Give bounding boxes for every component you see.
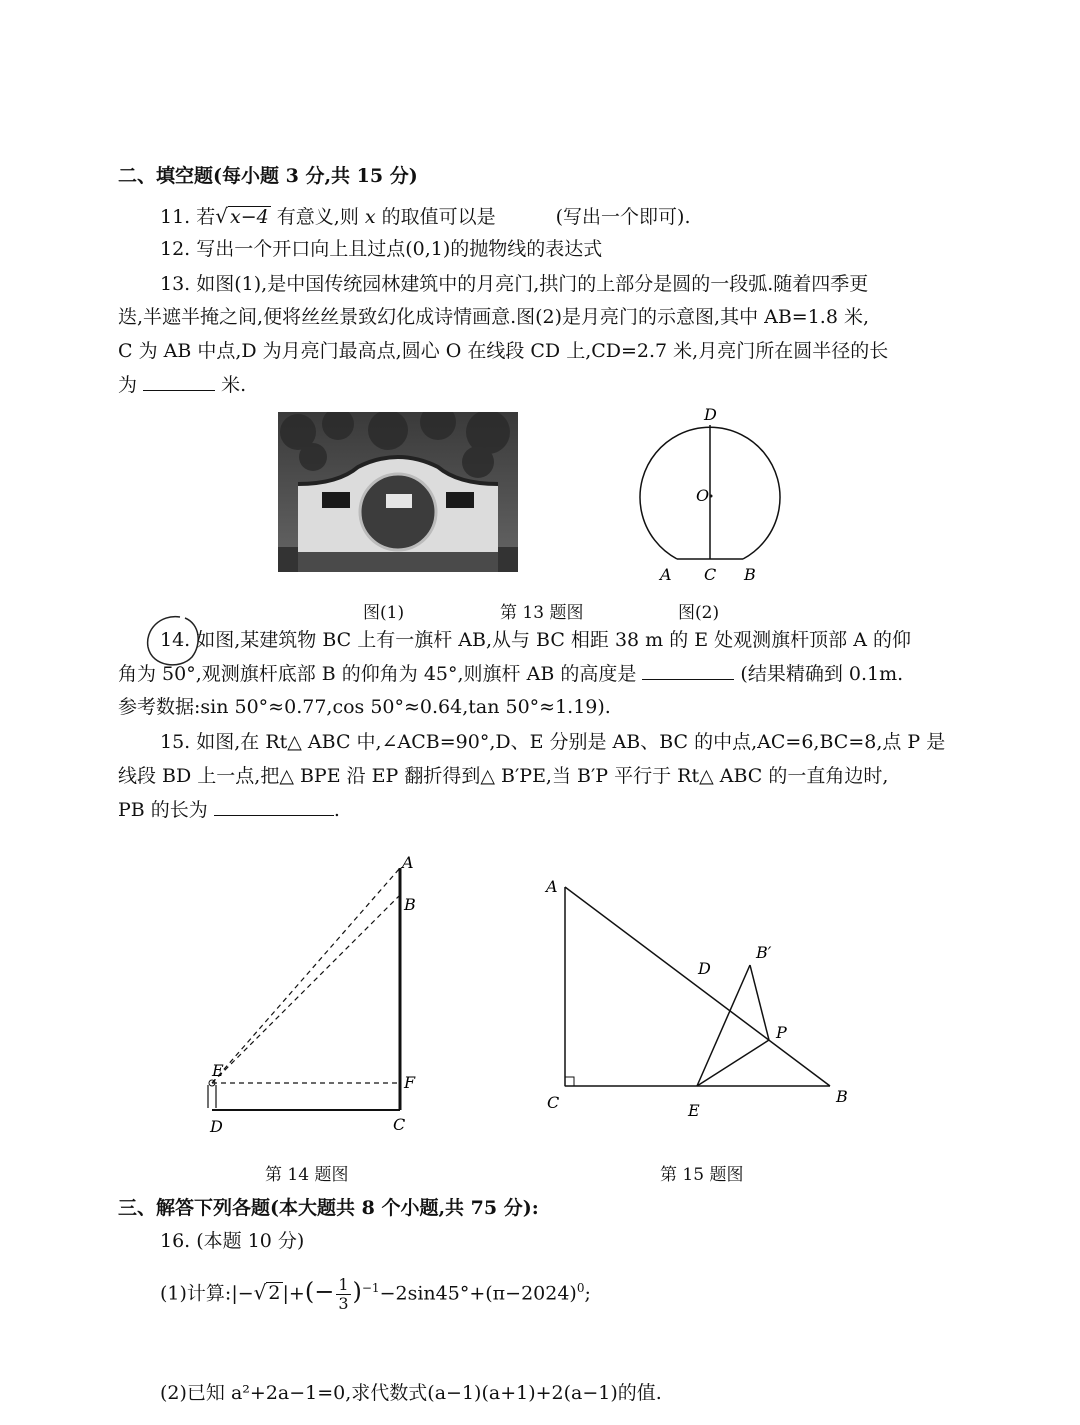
label-d: D: [698, 959, 711, 978]
question-11: 11. 若√ x−4 有意义,则 x 的取值可以是 (写出一个即可).: [160, 204, 691, 228]
q13-line4-end: 米.: [221, 374, 247, 396]
answer-blank-14: [642, 661, 734, 680]
figure-15: [540, 870, 860, 1120]
label-c: C: [393, 1115, 406, 1134]
q16-part1-label: (1)计算:: [160, 1282, 232, 1305]
q15-line3-end: .: [333, 799, 340, 821]
moon-gate-diagram: [630, 400, 790, 590]
q11-radicand: x−4: [230, 206, 269, 228]
question-14-line-1: 14. 如图,某建筑物 BC 上有一旗杆 AB,从与 BC 相距 38 m 的 E 处观测旗杆顶部 A 的仰: [160, 629, 911, 651]
q16-exponent-zero: 0: [576, 1281, 585, 1295]
q11-variable: x: [364, 206, 376, 228]
question-15-line-2: 线段 BD 上一点,把△ BPE 沿 EP 翻折得到△ B′PE,当 B′P 平行于 Rt△ ABC 的一直角边时,: [118, 765, 889, 787]
label-a: A: [660, 565, 672, 584]
label-b: B: [836, 1087, 848, 1106]
label-a: A: [402, 853, 414, 872]
question-13-line-4: [118, 372, 246, 398]
label-d: D: [704, 405, 717, 424]
fig13-caption: 第 13 题图: [500, 603, 584, 623]
q11-number: 11. 若: [160, 206, 216, 228]
side-ab: [565, 887, 830, 1086]
observer-icon: [208, 1080, 216, 1108]
question-13-line-2: 迭,半遮半掩之间,便将丝丝景致幻化成诗情画意.图(2)是月亮门的示意图,其中 AB=1.8 米,: [118, 306, 870, 328]
segment-eb1: [697, 965, 750, 1086]
q16-sqrt-arg: 2: [268, 1282, 281, 1305]
q16-fraction: [336, 1276, 350, 1313]
sight-line-eb: [212, 895, 400, 1083]
question-16-part-1: (1)计算:|−√ 2 |+(− $\frac{1}{3}$ )$^{-1}-2\sin 45^\circ+(\pi-2024)^0$;: [160, 1274, 591, 1313]
right-angle-mark: [565, 1077, 574, 1086]
fraction-denominator: 3: [338, 1293, 349, 1313]
q16-abs-open: |−: [231, 1282, 254, 1305]
answer-blank-13: [143, 372, 215, 391]
q11-text-2: 的取值可以是: [375, 206, 496, 228]
q16-exponent: −1: [361, 1281, 380, 1295]
question-16-header: 16. (本题 10 分): [160, 1230, 305, 1252]
q16-paren-close: ): [352, 1277, 362, 1306]
question-16-part-2: (2)已知 a²+2a−1=0,求代数式(a−1)(a+1)+2(a−1)的值.: [160, 1382, 662, 1404]
fraction-numerator: 1: [338, 1274, 349, 1294]
question-14-line-2: [118, 661, 903, 687]
figure-14: [190, 850, 430, 1140]
section-2-title: 二、填空题(每小题 3 分,共 15 分): [118, 165, 418, 187]
answer-blank-15: [214, 797, 334, 816]
question-13-line-3: C 为 AB 中点,D 为月亮门最高点,圆心 O 在线段 CD 上,CD=2.7 米,月亮门所在圆半径的长: [118, 340, 889, 362]
label-d: D: [210, 1117, 223, 1136]
q16-paren-open: (−: [304, 1277, 335, 1306]
label-c: C: [704, 565, 717, 584]
question-15-line-3: [118, 797, 340, 823]
q13-line4-start: 为: [118, 374, 138, 396]
q14-line2-start: 角为 50°,观测旗杆底部 B 的仰角为 45°,则旗杆 AB 的高度是: [118, 663, 637, 685]
label-b-prime: B′: [756, 943, 772, 962]
q11-text-1: 有意义,则: [270, 206, 365, 228]
label-p: P: [776, 1023, 787, 1042]
question-12: 12. 写出一个开口向上且过点(0,1)的抛物线的表达式: [160, 238, 603, 260]
question-13-line-1: 13. 如图(1),是中国传统园林建筑中的月亮门,拱门的上部分是圆的一段弧.随着四季更: [160, 273, 869, 295]
moon-gate-photo: [278, 412, 518, 572]
label-b: B: [744, 565, 756, 584]
q11-hint: (写出一个即可).: [555, 206, 691, 228]
fig14-caption: 第 14 题图: [265, 1165, 349, 1185]
fig15-caption: 第 15 题图: [660, 1165, 744, 1185]
q14-line2-end: (结果精确到 0.1m.: [740, 663, 904, 685]
fig13-caption-2: 图(2): [678, 603, 720, 623]
label-e: E: [688, 1101, 700, 1120]
q16-rest: −2sin45°+(π−2024): [379, 1282, 577, 1305]
label-e: E: [212, 1061, 224, 1080]
question-14-line-3: 参考数据:sin 50°≈0.77,cos 50°≈0.64,tan 50°≈1.19).: [118, 696, 611, 718]
section-3-title: 三、解答下列各题(本大题共 8 个小题,共 75 分):: [118, 1197, 539, 1219]
fig13-caption-1: 图(1): [363, 603, 405, 623]
q16-end: ;: [584, 1282, 591, 1305]
label-o: O: [696, 486, 710, 505]
question-15-line-1: 15. 如图,在 Rt△ ABC 中,∠ACB=90°,D、E 分别是 AB、BC 的中点,AC=6,BC=8,点 P 是: [160, 731, 946, 753]
label-b: B: [404, 895, 416, 914]
label-c: C: [547, 1093, 560, 1112]
q16-abs-close: |+: [282, 1282, 305, 1305]
label-f: F: [404, 1073, 416, 1092]
q15-line3-start: PB 的长为: [118, 799, 208, 821]
sight-line-ea: [212, 868, 400, 1083]
label-a: A: [546, 877, 558, 896]
